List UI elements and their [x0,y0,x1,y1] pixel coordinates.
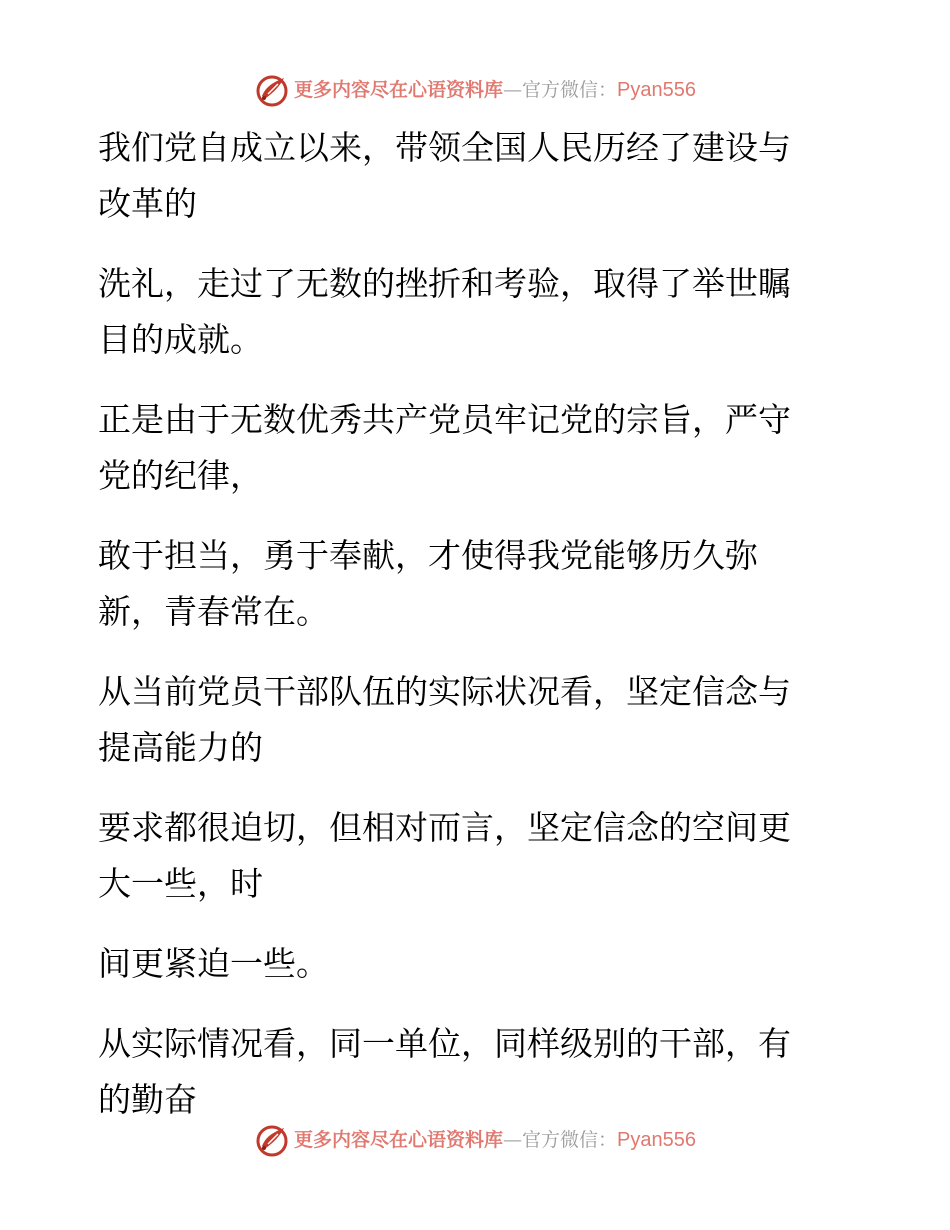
paragraph [98,800,838,912]
paragraph [98,664,838,776]
paragraph [98,936,838,992]
paragraph-line: 的勤奋 [98,1080,197,1119]
paragraph-line: 从实际情况看，同一单位，同样级别的干部，有 [98,1024,791,1063]
paragraph [98,1016,838,1128]
paragraph-line: 党的纪律， [98,456,263,495]
banner-wechat-label: 官方微信： [522,78,618,101]
paragraph [98,528,838,640]
header-banner [0,70,950,110]
paragraph-line: 间更紧迫一些。 [98,944,329,983]
paragraph-line: 大一些，时 [98,864,263,903]
footer-banner-content [254,1120,696,1160]
paragraph-line: 改革的 [98,184,197,223]
document-body [98,120,838,1152]
pen-nib-logo-icon [254,72,290,108]
paragraph-line: 正是由于无数优秀共产党员牢记党的宗旨，严守 [98,400,791,439]
banner-title: 更多内容尽在心语资料库 [294,78,504,101]
pen-nib-logo-icon [254,1122,290,1158]
paragraph-line: 我们党自成立以来，带领全国人民历经了建设与 [98,128,791,167]
banner-separator: — [503,78,523,101]
paragraph-line: 从当前党员干部队伍的实际状况看，坚定信念与 [98,672,791,711]
paragraph-line: 洗礼，走过了无数的挫折和考验，取得了举世瞩 [98,264,791,303]
footer-banner [0,1120,950,1160]
banner-title: 更多内容尽在心语资料库 [294,1128,504,1151]
paragraph-line: 敢于担当，勇于奉献，才使得我党能够历久弥 [98,536,758,575]
banner-wechat-id: Pyan556 [617,1129,696,1151]
paragraph [98,120,838,232]
paragraph [98,256,838,368]
paragraph-line: 新，青春常在。 [98,592,329,631]
paragraph-line: 要求都很迫切，但相对而言，坚定信念的空间更 [98,808,791,847]
paragraph [98,392,838,504]
banner-separator: — [503,1128,523,1151]
banner-wechat-id: Pyan556 [617,79,696,101]
paragraph-line: 提高能力的 [98,728,263,767]
paragraph-line: 目的成就。 [98,320,263,359]
banner-wechat-label: 官方微信： [522,1128,618,1151]
header-banner-content [254,70,696,110]
